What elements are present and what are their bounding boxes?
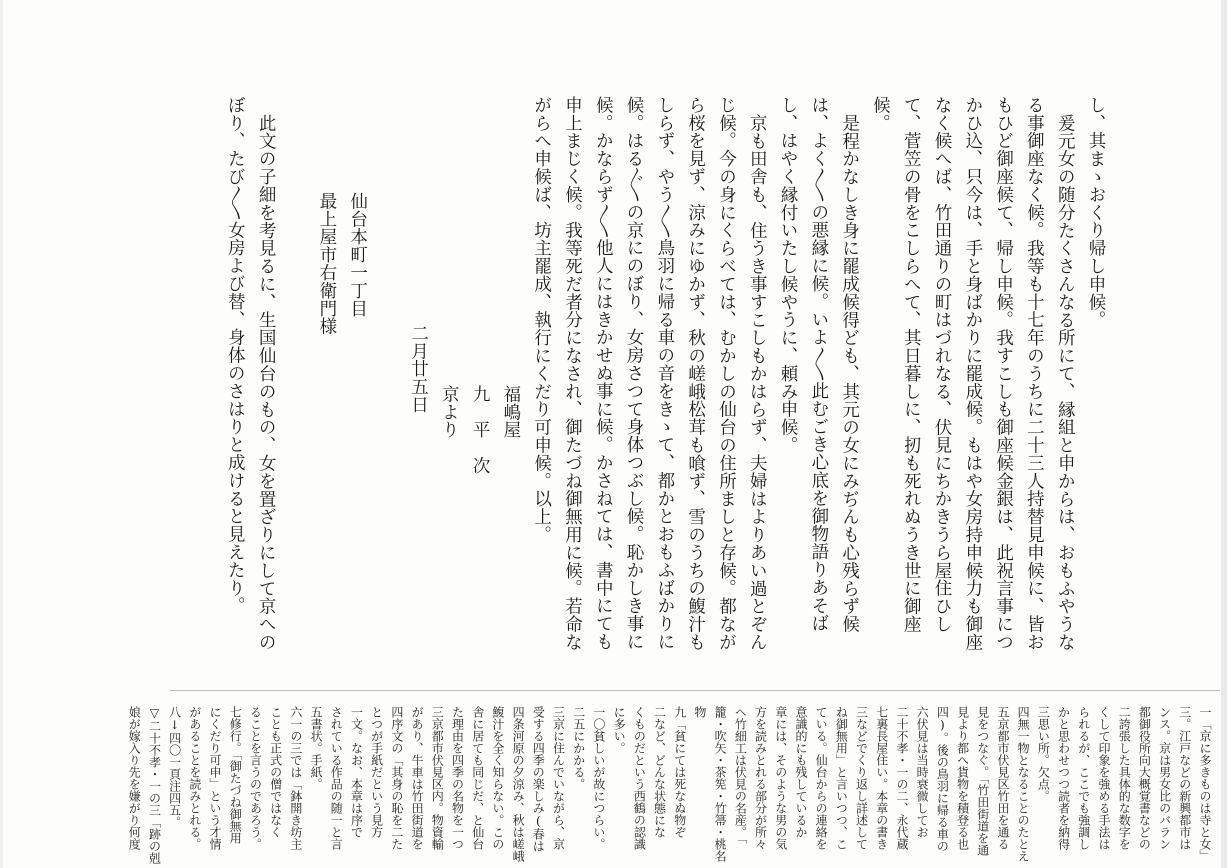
note-line: 見をつなぐ。「竹田街道を通 <box>975 706 990 856</box>
note-line: 七裏長屋住い。本章の書き <box>874 706 889 850</box>
sender-house: 福嶋屋 <box>500 384 521 439</box>
note-line: 五書状。手紙。 <box>309 706 324 790</box>
note-line: た理由を四季の名物を一つ <box>450 706 465 850</box>
note-line: 五京都市伏見区竹田を通る <box>995 706 1010 850</box>
note-line: ことも正式の僧ではなく <box>268 706 283 838</box>
note-line: 一「京に多きものは寺と女」 <box>1198 706 1212 862</box>
note-line: 八↓四〇一頁注四五。 <box>167 706 182 828</box>
note-line: にくだり可申」という才情 <box>208 706 223 850</box>
note-line: 受する四季の楽しみ(春は <box>531 706 546 852</box>
note-line: 籠・吹矢・茶筅・竹箒・桃名物 <box>692 706 728 862</box>
note-line: 四序文の「其身の恥を二た <box>389 706 404 850</box>
addressee-name: 最上屋市右衛門様 <box>316 192 337 336</box>
note-line: くして印象を強める手法は <box>1096 706 1111 850</box>
note-line: ている。仙台からの連絡を <box>814 706 829 850</box>
sender-name: 九 平 次 <box>470 384 491 475</box>
note-line: 七修行。「御たづね御無用 <box>228 706 243 844</box>
note-line: 三思い所。欠点。 <box>1036 706 1051 802</box>
letter-body <box>111 96 1111 656</box>
note-line: 見より都へ貨物を積登る也 <box>955 706 970 850</box>
note-line: ンス。京は男女比のバラン <box>1157 706 1172 850</box>
note-line: 三京都市伏見区内。物資輸 <box>430 706 445 850</box>
notes-divider <box>170 690 1220 691</box>
note-line: 章には、そのような男の気 <box>773 706 788 850</box>
letter-date: 二月廿五日 <box>408 323 429 413</box>
letter-paragraph-3: 是程かなしき身に罷成候得ども、其元の女にみぢんも心残らず候は、よく〳〵の悪縁に候。いよ〳〵此むごき心底を御物語りあそばし、はやく縁付いたし候やうに、頼み申候。 <box>778 96 860 633</box>
letter-paragraph-2: 爰元女の随分たくさんなる所にて、縁組と申からは、おもふやうなる事御座なく候。我等も十七年のうちに二十三人持替見申候に、皆おもひど御座候て、帰し申候。我すこしも御座候金銀は、此祝言事につかひ込、只今は、手と身ばかりに罷成候。もはや女房持申候力も御座なく候へば、竹田通りの町はづれなる、伏見にちかきうら屋住ひして、菅笠の骨をこしらへて、其日暮しに、扨も死れぬうき世に御座候。 <box>870 96 1076 651</box>
note-line: 一文。なお、本章は序で <box>349 706 364 838</box>
note-line: 二誇張した具体的な数字を <box>1117 706 1132 850</box>
page-right-edge <box>1221 0 1227 868</box>
note-line: 二など、どんな状態にな <box>652 706 667 838</box>
note-line: 方を読みとれる部分が所々 <box>753 706 768 850</box>
addressee-address: 仙台本町一丁目 <box>347 192 368 318</box>
note-line: 意識的にも残しているか <box>793 706 808 838</box>
note-line: 三京に住んでいながら、京 <box>551 706 566 850</box>
note-line: 二五にかかる。 <box>571 706 586 790</box>
note-line: 四)。後の鳥羽に帰る車の <box>935 706 950 852</box>
note-line: 三。江戸などの新興都市は <box>1177 706 1192 850</box>
annotation-notes <box>127 706 1215 868</box>
letter-paragraph-4: 京も田舎も、住うき事すこしもかはらず、夫婦はよりあい過とぞんじ候。今の身にくらべては、むかしの仙台の住所ましと存候。都ながら桜を見ず、涼みにゆかず、秋の嵯峨松茸も喰ず、雪のうちの鰒汁もしらず、やう〳〵鳥羽に帰る車の音をきゝて、都かとおもふばかりに候。はる〴〵の京にのぼり、女房さつて身体つぶし候。恥かしき事に候。かならず〳〵他人にはきかせぬ事に候。かさねては、書中にても申上まじく候。我等死だ者分になされ、御たづね御無用に候。若命ながらへ申候ば、坊主罷成、執行にくだり可申候。以上。 <box>531 96 768 651</box>
note-line: ね御無用」と言いつつ、こ <box>834 706 849 850</box>
note-line: 六伏見は当時衰微してお <box>915 706 930 838</box>
note-line: 都御役所向大概覚書などの <box>1137 706 1152 850</box>
note-line: 娘が嫁入り先を嫌がり何度 <box>127 706 142 850</box>
note-line: に多い。 <box>612 706 627 754</box>
column-spacer <box>373 96 403 656</box>
note-line: くものだという西鶴の認識 <box>632 706 647 850</box>
note-line: 鰒汁を全く知らない。この <box>490 706 505 850</box>
note-line: られるが、ここでも強調し <box>1076 706 1091 850</box>
note-line: 舎に居ても同じだ、と仙台 <box>470 706 485 850</box>
note-line: されている作品の随一と言 <box>329 706 344 850</box>
note-line: ることを言うのであろう。 <box>248 706 263 850</box>
note-line: かと思わせつつ読者を納得 <box>1056 706 1071 850</box>
note-line: 四無一物となることのたとえ <box>1016 706 1031 862</box>
page-left-edge <box>0 0 3 868</box>
column-spacer <box>281 96 311 656</box>
commentary: 此文の子細を考見るに、生国仙台のもの、女を置ざりにして京へのぼり、たび〳〵女房よび替、身体のさはりと成けると見えたり。 <box>225 96 277 651</box>
note-line: ヘ竹細工は伏見の名産。「 <box>733 706 748 844</box>
note-line: 四条河原の夕涼み、秋は嵯峨 <box>511 706 526 862</box>
sender-from: 京より <box>439 384 460 439</box>
note-line: 六一の三では「鉢開き坊主 <box>288 706 303 850</box>
note-line: 一〇貧しいが故につらい。 <box>591 706 606 850</box>
letter-paragraph-1: し、其まゝおくり帰し申候。 <box>1086 96 1106 329</box>
note-line: とつが手紙だという見方 <box>369 706 384 838</box>
note-line: があり、牛車は竹田街道を <box>410 706 425 850</box>
note-line: があることを読みとれる。 <box>187 706 202 850</box>
note-line: ▽二十不孝・一の三「跡の剋 <box>147 706 162 864</box>
note-line: 三などでくり返し詳述して <box>854 706 869 850</box>
note-line: 九「貧にては死なぬ物ぞ <box>672 706 687 838</box>
note-line: 二十不孝・一の二、永代蔵 <box>894 706 909 850</box>
